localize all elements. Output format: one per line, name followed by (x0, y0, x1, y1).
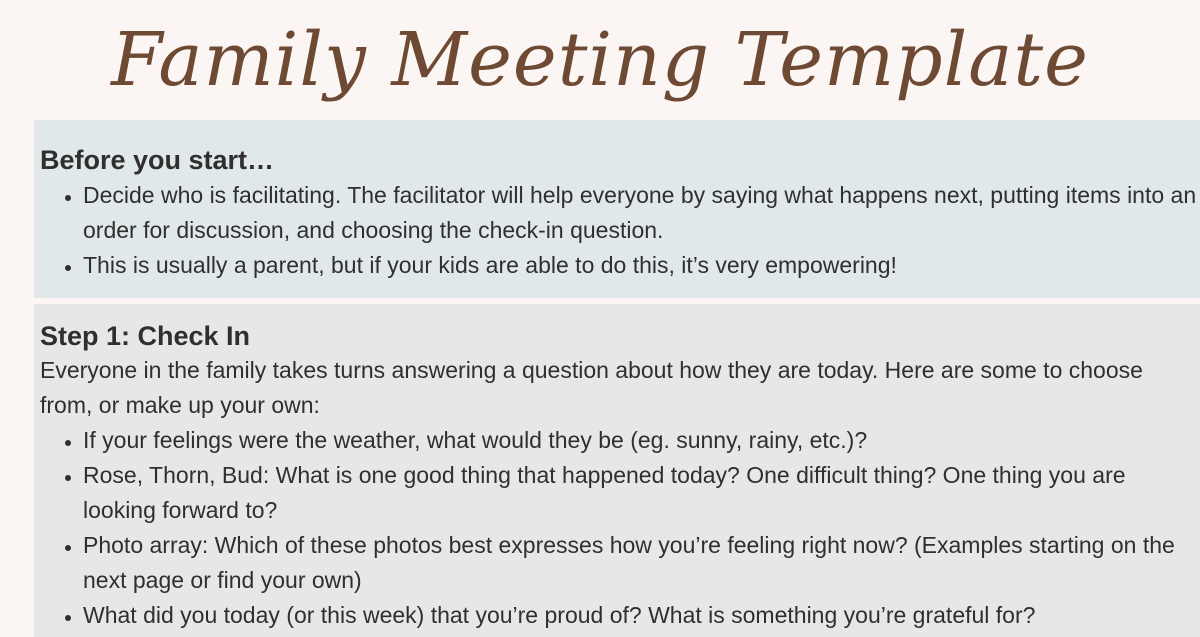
step-1-check-in-section (34, 304, 1200, 637)
bullet-list (40, 423, 1200, 633)
list-item: • If your feelings were the weather, what would they be (eg. sunny, rainy, etc.)? (83, 423, 1200, 458)
section-heading: Step 1: Check In (40, 321, 251, 351)
section-intro: Everyone in the family takes turns answering a question about how they are today. Here are some to choose from, or make up your own: (40, 357, 1143, 418)
section-heading: Before you start… (40, 145, 275, 175)
bullet-list (40, 177, 1200, 283)
list-item: • Photo array: Which of these photos best expresses how you’re feeling right now? (Examples starting on the next page or find your own) (83, 528, 1200, 598)
list-item: • What did you today (or this week) that you’re proud of? What is something you’re grateful for? (83, 598, 1200, 633)
before-you-start-section (34, 120, 1200, 298)
page-title: Family Meeting Template (111, 17, 1089, 103)
list-item: • Rose, Thorn, Bud: What is one good thing that happened today? One difficult thing? One thing you are looking forward to? (83, 458, 1200, 528)
list-item: • This is usually a parent, but if your kids are able to do this, it’s very empowering! (83, 248, 1200, 283)
list-item: • Decide who is facilitating. The facilitator will help everyone by saying what happens next, putting items into an order for discussion, and choosing the check-in question. (83, 178, 1200, 248)
